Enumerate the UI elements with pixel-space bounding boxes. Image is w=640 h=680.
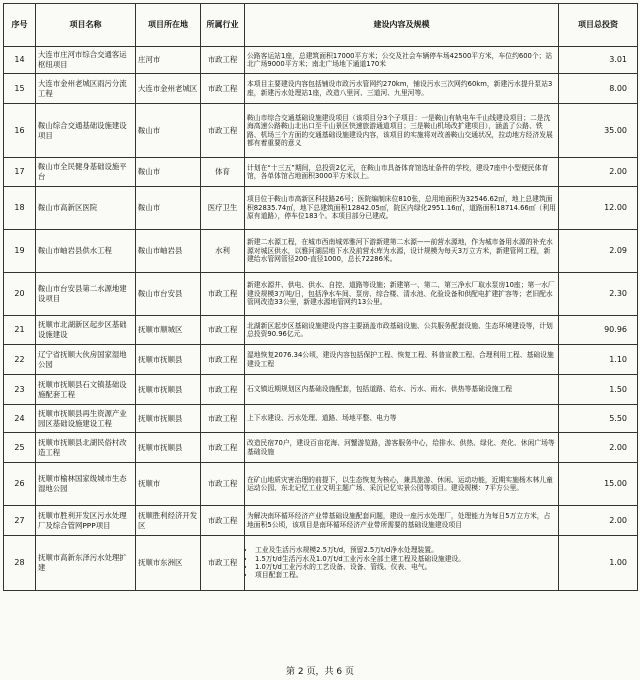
row-location: 抚顺市 [136, 463, 201, 506]
row-seq: 20 [4, 273, 36, 316]
header-name: 项目名称 [36, 4, 136, 47]
row-investment: 90.96 [559, 316, 638, 345]
row-investment: 2.00 [559, 506, 638, 536]
row-seq: 24 [4, 405, 36, 433]
row-location: 鞍山市 [136, 104, 201, 158]
row-investment: 2.00 [559, 158, 638, 187]
row-content: 在矿山地质灾害治理的前提下，以生态恢复为核心，兼具旅游、休闲、运动功能，近期实施杨木林儿童运动公园、东北记忆工业文明主题广场、采沉记忆实景公园等项目。建设规模：7平方公里。 [245, 463, 559, 506]
row-seq: 14 [4, 47, 36, 74]
row-seq: 22 [4, 345, 36, 375]
row-content: 上下水建设、污水处理、道路、场地平整、电力等 [245, 405, 559, 433]
row-project-name: 抚顺市高新东泽污水处理扩建 [36, 536, 136, 591]
row-seq: 26 [4, 463, 36, 506]
row-industry: 市政工程 [201, 47, 245, 74]
table-row [4, 47, 638, 74]
header-investment: 项目总投资 [559, 4, 638, 47]
row-content: 改造民宿70户，建设百亩花海、河蟹游览路，游客服务中心，给排水、供热、绿化、亮化、休闲广场等基础设施 [245, 433, 559, 463]
row-seq: 17 [4, 158, 36, 187]
header-industry: 所属行业 [201, 4, 245, 47]
row-project-name: 鞍山市岫岩县供水工程 [36, 230, 136, 273]
row-investment: 8.00 [559, 74, 638, 104]
row-project-name: 抚顺市榆林国家级城市生态湿地公园 [36, 463, 136, 506]
row-content: 项目位于鞍山市高新区科技路26号；医院编制床位810张，总用地面积为32546.62㎡，地上总建筑面积82835.74㎡，地下总建筑面积12842.05㎡，院区内绿化2951.16㎡，道路面积18714.66㎡（利用原有道路），停车位183个。本项目部分已建成。 [245, 187, 559, 230]
row-investment: 1.50 [559, 375, 638, 405]
row-content: 计划在“十三五”期间，总投资2亿元，在鞍山市具备体育馆选址条件的学校，建设7座中小型便民体育馆，各单体馆占地面积3000平方米以上。 [245, 158, 559, 187]
row-content: 鞍山市综合交通基础设施建设项目（该项目分3个子项目：一是鞍山有轨电车千山线建设项目；二是沈海高速公路鞍山北出口至千山景区快速旅游通道项目；三是鞍山机场改扩建项目），涵盖了公路、铁路、机场三个方面的交通基础设施建设内容，该项目的实施将对改善鞍山交通状况，拉动地方经济发展都有着重要的意义 [245, 104, 559, 158]
row-content: 北湖新区起步区基础设施建设内容主要涵盖市政基础设施、公共服务配套设施、生态环境建设等，计划总投资90.96亿元。 [245, 316, 559, 345]
row-industry: 市政工程 [201, 506, 245, 536]
table-row [4, 104, 638, 158]
row-project-name: 大连市庄河市综合交通客运枢纽项目 [36, 47, 136, 74]
content-list-item: • 1.0万t/d工业污水的工艺设备、设备、管线、仪表、电气。 [255, 563, 556, 571]
table-row [4, 230, 638, 273]
row-project-name: 抚顺市胜利开发区污水处理厂及综合管网PPP项目 [36, 506, 136, 536]
row-investment: 5.50 [559, 405, 638, 433]
row-project-name: 抚顺市抚顺县石文镇基础设施配套工程 [36, 375, 136, 405]
row-content: 湿地恢复2076.34公顷，建设内容包括保护工程、恢复工程、科普宣教工程、合理利用工程、基础设施建设工程 [245, 345, 559, 375]
row-location: 庄河市 [136, 47, 201, 74]
row-project-name: 鞍山市全民健身基础设施平台 [36, 158, 136, 187]
row-seq: 19 [4, 230, 36, 273]
row-industry: 市政工程 [201, 433, 245, 463]
row-location: 抚顺胜利经济开发区 [136, 506, 201, 536]
row-location: 鞍山市岫岩县 [136, 230, 201, 273]
row-location: 抚顺市抚顺县 [136, 433, 201, 463]
row-industry: 市政工程 [201, 316, 245, 345]
row-content: 本项目主要建设内容包括铺设市政污水管网约270km，铺设污水三次网约60km，新建污水提升泵站3座，新建污水处理站1座，改造八里河、三道河、九里河等。 [245, 74, 559, 104]
row-content: 公路客运站1座，总建筑面积17000平方米；公交及社会车辆停车场42500平方米，车位约600个；站北广场9000平方米；南北广场地下通道170米 [245, 47, 559, 74]
content-list-item: • 工业及生活污水规模2.5万t/d，预留2.5万t/d净水处理装置。 [255, 546, 556, 554]
content-list [247, 546, 556, 580]
table-row [4, 375, 638, 405]
row-seq: 23 [4, 375, 36, 405]
row-industry: 市政工程 [201, 273, 245, 316]
table-row [4, 187, 638, 230]
row-project-name: 抚顺市抚顺县北湖民俗村改造工程 [36, 433, 136, 463]
row-seq: 15 [4, 74, 36, 104]
content-list-item: • 项目配套工程。 [255, 571, 556, 579]
row-project-name: 鞍山市台安县第二水源地建设项目 [36, 273, 136, 316]
row-industry: 医疗卫生 [201, 187, 245, 230]
row-location: 抚顺市抚顺县 [136, 375, 201, 405]
row-industry: 市政工程 [201, 345, 245, 375]
row-investment: 2.09 [559, 230, 638, 273]
row-content: 新建二水源工程，在城市西南城郊雅河下游新建第二水源——前营水源地，作为城市备用水源的补充水源对城区供水，以雅河湖层地下水及前营水库为水源，设计规模为每天3万立方米，新建管网工程，新建给水管网管径200-直径1000，总长72286米。 [245, 230, 559, 273]
table-row [4, 74, 638, 104]
row-investment: 12.00 [559, 187, 638, 230]
table-row [4, 345, 638, 375]
header-location: 项目所在地 [136, 4, 201, 47]
table-row [4, 536, 638, 591]
row-industry: 市政工程 [201, 74, 245, 104]
row-industry: 市政工程 [201, 375, 245, 405]
row-content: 为解决南环循环经济产业带基础设施配套问题，建设一座污水处理厂，处理能力为每日5万立方米，占地面积5公顷，该项目是南环循环经济产业带所需要的基础设施建设项目 [245, 506, 559, 536]
row-investment: 1.10 [559, 345, 638, 375]
row-investment: 2.30 [559, 273, 638, 316]
row-industry: 体育 [201, 158, 245, 187]
row-location: 抚顺市东洲区 [136, 536, 201, 591]
row-investment: 2.00 [559, 433, 638, 463]
row-project-name: 抚顺市北湖新区起步区基础设施建设 [36, 316, 136, 345]
content-list-item: • 1.5万t/d生活污水及1.0万t/d工业污水全部土建工程及基础设施建设。 [255, 555, 556, 563]
header-content: 建设内容及规模 [245, 4, 559, 47]
row-seq: 16 [4, 104, 36, 158]
table-row [4, 273, 638, 316]
table-header-row [4, 4, 638, 47]
row-industry: 市政工程 [201, 405, 245, 433]
row-industry: 市政工程 [201, 536, 245, 591]
row-seq: 27 [4, 506, 36, 536]
row-project-name: 辽宁省抚顺大伙房国家湿地公园 [36, 345, 136, 375]
row-seq: 18 [4, 187, 36, 230]
row-project-name: 抚顺市抚顺县再生资源产业园区基础设施建设工程 [36, 405, 136, 433]
row-project-name: 鞍山综合交通基础设施建设项目 [36, 104, 136, 158]
row-investment: 1.00 [559, 536, 638, 591]
table-row [4, 506, 638, 536]
table-row [4, 158, 638, 187]
row-location: 抚顺市抚顺县 [136, 345, 201, 375]
page-footer: 第 2 页，共 6 页 [286, 667, 354, 677]
row-content: 新建水源井、供电、供水、自控、道路等设施；新建第一、第二、第三净水厂取水泵房10座；第一水厂建设规模3万吨/日，包括净水车间、泵房、综合楼、清水池、化验设备和供配电扩建扩容等；老旧配水管网改造33公里，新建水源地管网约13公里。 [245, 273, 559, 316]
row-location: 鞍山市 [136, 158, 201, 187]
row-industry: 水利 [201, 230, 245, 273]
row-project-name: 大连市金州老城区雨污分流工程 [36, 74, 136, 104]
table-row [4, 405, 638, 433]
row-location: 大连市金州老城区 [136, 74, 201, 104]
row-seq: 21 [4, 316, 36, 345]
header-seq: 序号 [4, 4, 36, 47]
row-location: 抚顺市抚顺县 [136, 405, 201, 433]
row-seq: 25 [4, 433, 36, 463]
row-investment: 15.00 [559, 463, 638, 506]
row-location: 抚顺市顺城区 [136, 316, 201, 345]
row-location: 鞍山市 [136, 187, 201, 230]
row-investment: 3.01 [559, 47, 638, 74]
row-industry: 市政工程 [201, 104, 245, 158]
row-content: 石文镇近期规划区内基础设施配套，包括道路、给水、污水、雨水、供热等基础设施工程 [245, 375, 559, 405]
table-row [4, 433, 638, 463]
table-row [4, 463, 638, 506]
project-table [3, 3, 638, 591]
row-content [245, 536, 559, 591]
row-industry: 市政工程 [201, 463, 245, 506]
row-location: 鞍山市台安县 [136, 273, 201, 316]
row-seq: 28 [4, 536, 36, 591]
row-investment: 35.00 [559, 104, 638, 158]
table-row [4, 316, 638, 345]
row-project-name: 鞍山市高新区医院 [36, 187, 136, 230]
